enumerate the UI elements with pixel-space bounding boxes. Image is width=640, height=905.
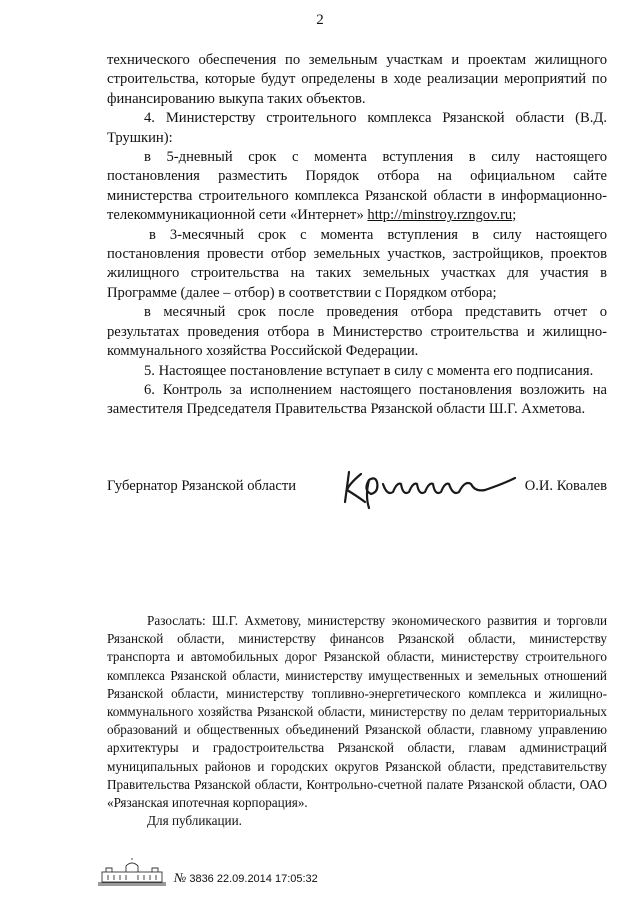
signature-block	[107, 470, 607, 510]
ministry-website-link[interactable]: http://minstroy.rzngov.ru	[367, 207, 513, 224]
publication-note: Для публикации.	[147, 813, 242, 829]
page-number: 2	[316, 12, 324, 28]
document-body	[107, 51, 607, 420]
signatory-title: Губернатор Рязанской области	[107, 478, 297, 494]
paragraph-5-day-term	[107, 148, 607, 226]
paragraph-5-day-term-end: ;	[512, 207, 517, 224]
paragraph-item-4: 4. Министерству строительного комплекса Рязанской области (В.Д. Трушкин):	[107, 110, 607, 146]
paragraph-3-month-term: в 3-месячный срок с момента вступления в силу настоящего постановления провести отбор земельных участков, застройщиков, проектов жилищного строительства на таких земельных участках для участия в Программе (далее – отбор) в соответствии с Порядком отбора;	[107, 226, 607, 301]
handwritten-signature	[335, 462, 525, 510]
paragraph-monthly-term: в месячный срок после проведения отбора представить отчет о результатах проведения отбора в Министерство строительства и жилищно-коммунального хозяйства Российской Федерации.	[107, 304, 607, 360]
paragraph-continuation: технического обеспечения по земельным участкам и проектам жилищного строительства, которые будут определены в ходе реализации мероприятий по финансированию выкупа таких объектов.	[107, 52, 607, 107]
registration-footer	[96, 858, 356, 888]
paragraph-item-6: 6. Контроль за исполнением настоящего постановления возложить на заместителя Председателя Правительства Рязанской области Ш.Г. Ахметова.	[107, 381, 607, 418]
registration-details: 3836 22.09.2014 17:05:32	[189, 873, 318, 885]
registration-number	[174, 870, 318, 886]
signatory-name: О.И. Ковалев	[524, 478, 607, 494]
building-emblem-icon	[96, 858, 168, 886]
number-symbol: №	[174, 870, 187, 885]
paragraph-5-day-term-text: в 5-дневный срок с момента вступления в силу настоящего постановления разместить Порядок отбора на официальном сайте министерства строительного комплекса Рязанской области в информационно-телекоммуникационной сети «Интернет»	[107, 149, 607, 224]
distribution-text: Разослать: Ш.Г. Ахметову, министерству экономического развития и торговли Рязанской области, министерству финансов Рязанской области, министерству транспорта и автомобильных дорог Рязанской области, министерству строительного комплекса Рязанской области, министерству имущественных и земельных отношений Рязанской области, министерству топливно-энергетического комплекса и жилищно-коммунального хозяйства Рязанской области, министерству по делам территориальных образований и общественных объединений Рязанской области, главному управлению архитектуры и градостроительства Рязанской области, главам администраций муниципальных районов и городских округов Рязанской области, представительству Правительства Рязанской области, Контрольно-счетной палате Рязанской области, ОАО «Рязанская ипотечная корпорация».	[107, 613, 607, 811]
distribution-list	[107, 612, 607, 830]
paragraph-item-5: 5. Настоящее постановление вступает в силу с момента его подписания.	[144, 362, 594, 379]
